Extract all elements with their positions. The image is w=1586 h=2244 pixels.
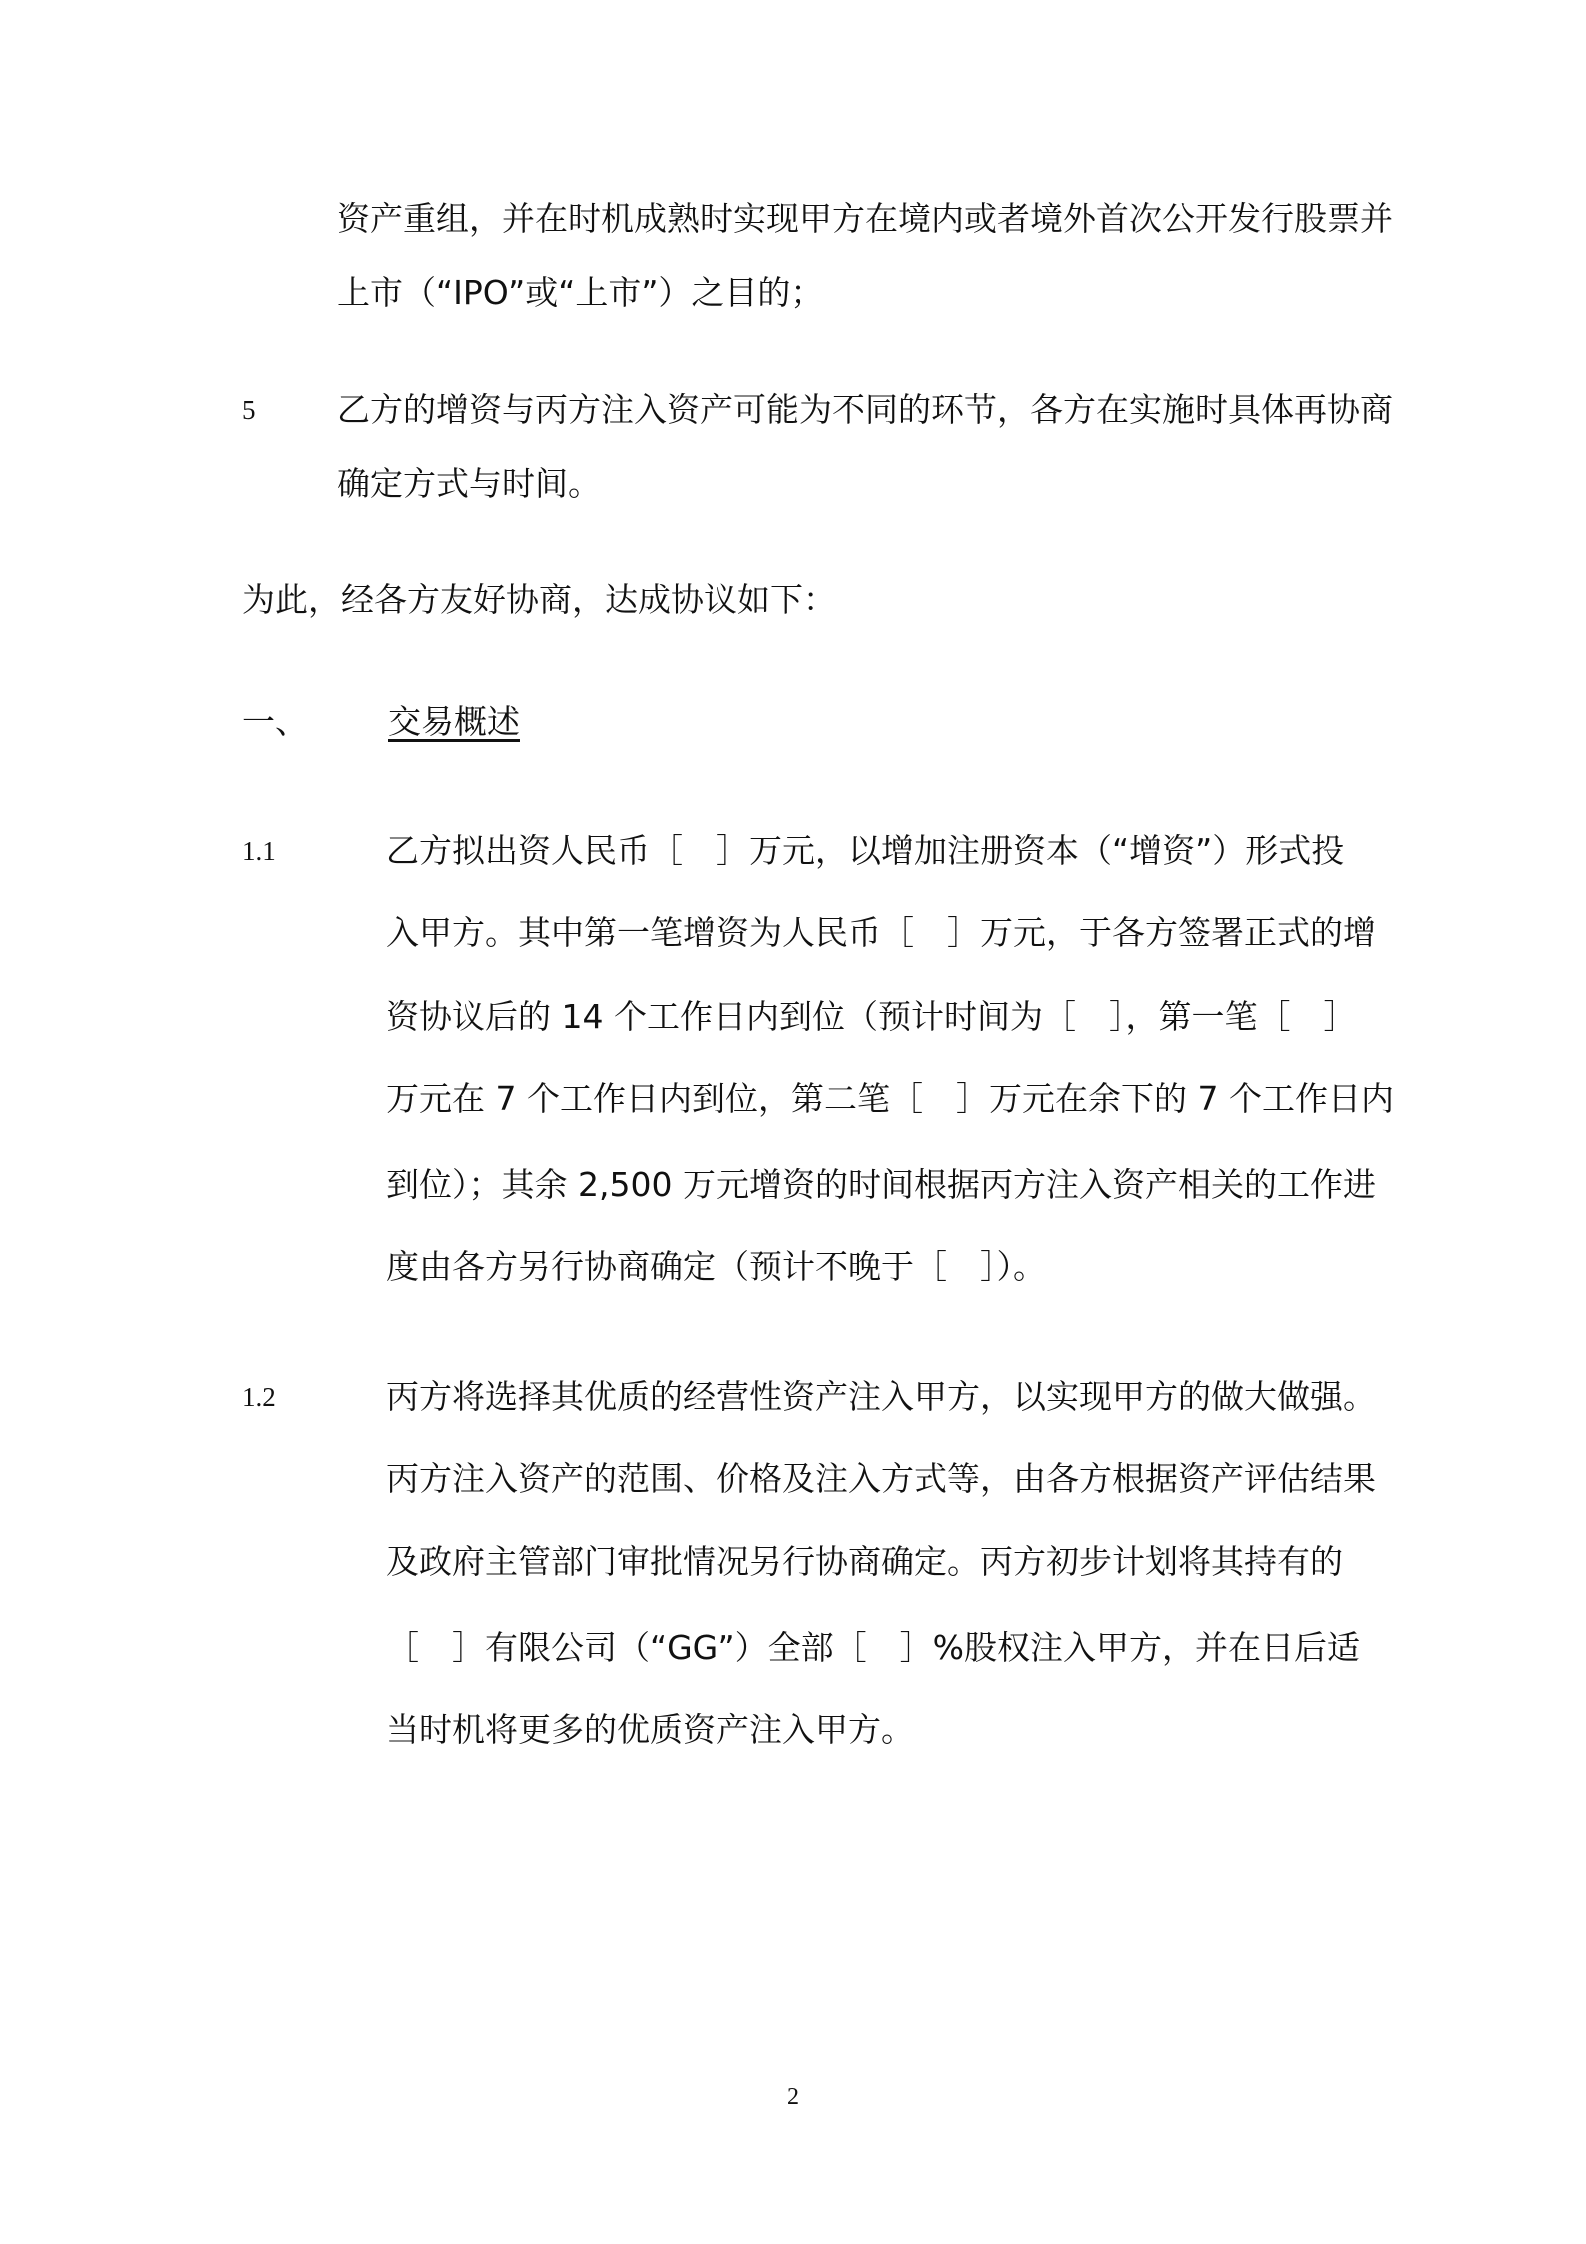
item-5-line-2: 确定方式与时间。 <box>337 464 601 503</box>
clause-1-1-number: 1.1 <box>242 836 276 866</box>
clause-1-2-line-5: 当时机将更多的优质资产注入甲方。 <box>386 1710 914 1749</box>
clause-1-1-line-4: 万元在 7 个工作日内到位，第二笔［ ］万元在余下的 7 个工作日内 <box>386 1079 1394 1118</box>
item-5-number: 5 <box>242 395 256 425</box>
clause-1-2-line-2: 丙方注入资产的范围、价格及注入方式等，由各方根据资产评估结果 <box>386 1459 1376 1498</box>
clause-1-1-line-1: 乙方拟出资人民币［ ］万元，以增加注册资本（“增资”）形式投 <box>386 831 1345 870</box>
continuation-line-1: 资产重组，并在时机成熟时实现甲方在境内或者境外首次公开发行股票并 <box>337 199 1393 238</box>
clause-1-2-line-1: 丙方将选择其优质的经营性资产注入甲方，以实现甲方的做大做强。 <box>386 1377 1376 1416</box>
section-1-number: 一、 <box>242 702 308 741</box>
page-number: 2 <box>787 2084 799 2110</box>
section-1-title: 交易概述 <box>388 702 520 741</box>
continuation-line-2: 上市（“IPO”或“上市”）之目的； <box>337 273 824 312</box>
clause-1-1-line-2: 入甲方。其中第一笔增资为人民币［ ］万元，于各方签署正式的增 <box>386 913 1376 952</box>
agreement-intro: 为此，经各方友好协商，达成协议如下： <box>242 580 836 619</box>
item-5-line-1: 乙方的增资与丙方注入资产可能为不同的环节，各方在实施时具体再协商 <box>337 390 1393 429</box>
clause-1-2-number: 1.2 <box>242 1382 276 1412</box>
clause-1-2-line-3: 及政府主管部门审批情况另行协商确定。丙方初步计划将其持有的 <box>386 1542 1343 1581</box>
clause-1-1-line-3: 资协议后的 14 个工作日内到位（预计时间为［ ］，第一笔［ ］ <box>386 997 1357 1036</box>
clause-1-1-line-6: 度由各方另行协商确定（预计不晚于［ ］）。 <box>386 1247 1046 1286</box>
clause-1-2-line-4: ［ ］有限公司（“GG”）全部［ ］%股权注入甲方，并在日后适 <box>386 1628 1360 1667</box>
clause-1-1-line-5: 到位）；其余 2,500 万元增资的时间根据丙方注入资产相关的工作进 <box>386 1165 1376 1204</box>
